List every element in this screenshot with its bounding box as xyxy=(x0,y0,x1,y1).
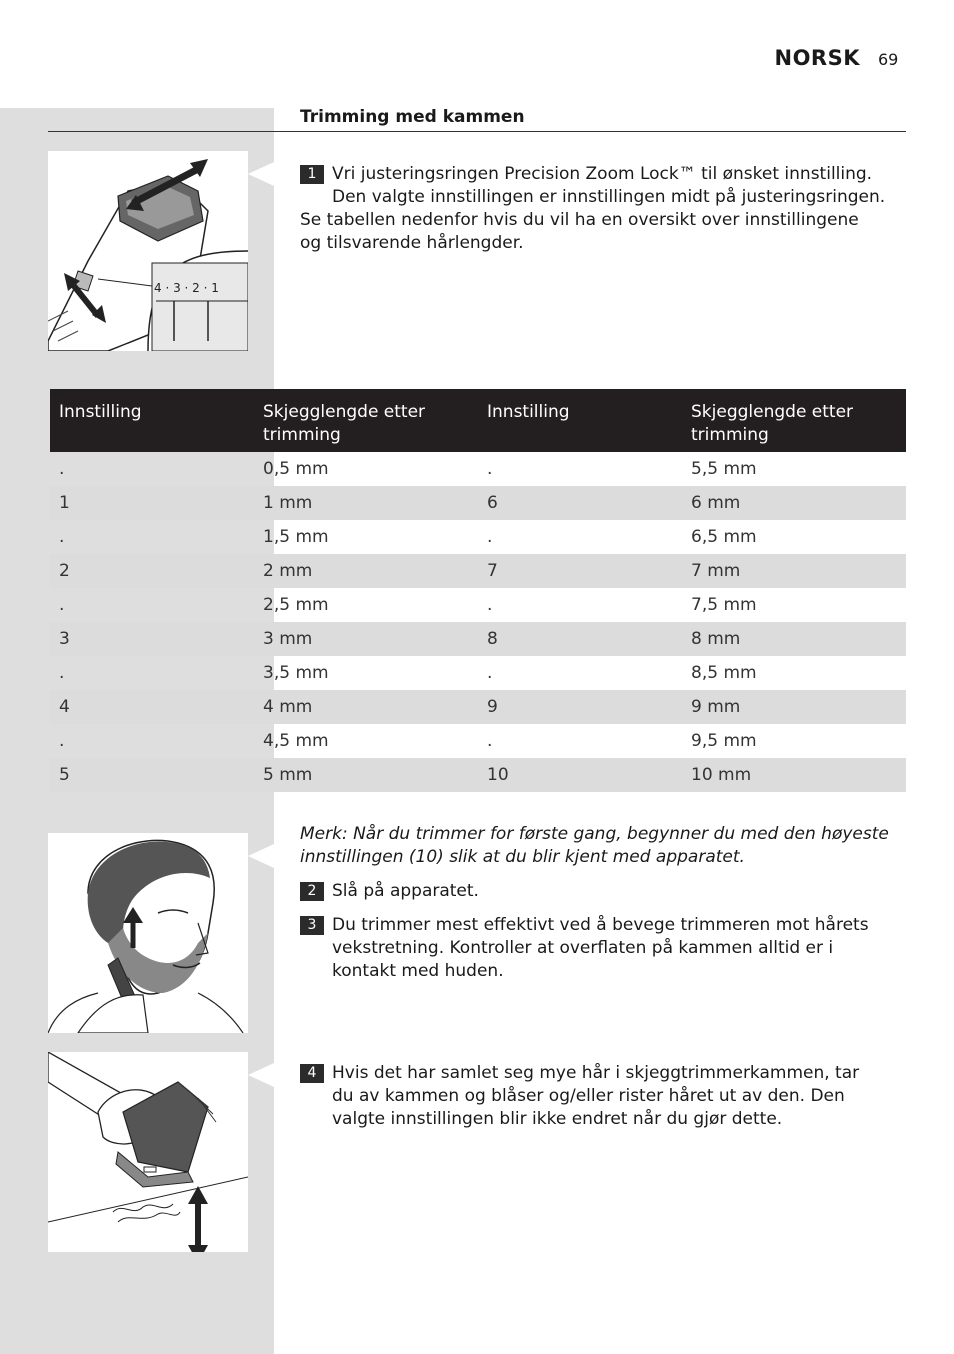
table-cell: 7 xyxy=(478,554,682,588)
table-cell: . xyxy=(59,731,65,751)
table-cell: 2 mm xyxy=(254,554,478,588)
step-text: Hvis det har samlet seg mye hår i skjeggtrimmerkammen, tar du av kammen og blåser og/eller rister håret ut av den. Den valgte innstillingen blir ikke endret når du gjør dette. xyxy=(332,1063,860,1129)
table-cell: . xyxy=(59,595,65,615)
step-number: 2 xyxy=(300,882,324,901)
step-1 xyxy=(300,163,906,209)
table-cell: . xyxy=(487,663,493,683)
table-header-row xyxy=(50,389,906,452)
table-cell: 1 mm xyxy=(254,486,478,520)
table-cell: . xyxy=(59,459,65,479)
man-trimming-beard-illustration xyxy=(48,833,248,1033)
divider xyxy=(48,131,906,132)
dial-labels: 4 · 3 · 2 · 1 xyxy=(154,281,219,295)
section-title: Trimming med kammen xyxy=(300,107,525,127)
step-number: 4 xyxy=(300,1064,324,1083)
table-cell: 9 xyxy=(478,690,682,724)
table-cell: . xyxy=(487,731,493,751)
table-row xyxy=(50,452,906,486)
table-cell: . xyxy=(487,527,493,547)
figure-pointer xyxy=(248,162,274,186)
table-cell: 8 mm xyxy=(682,622,906,656)
step-1-followup: Se tabellen nedenfor hvis du vil ha en oversikt over innstillingene og tilsvarende hårlengder. xyxy=(300,210,859,253)
table-cell: 3 mm xyxy=(254,622,478,656)
table-cell: 3 xyxy=(50,622,254,656)
table-row xyxy=(50,758,906,792)
step-number: 3 xyxy=(300,916,324,935)
page-number: 69 xyxy=(878,50,899,69)
table-cell: 5 xyxy=(50,758,254,792)
table-cell: . xyxy=(487,459,493,479)
figure-pointer xyxy=(248,1063,274,1087)
column-header: Innstilling xyxy=(478,389,682,452)
table-row xyxy=(50,724,906,758)
step-text: Vri justeringsringen Precision Zoom Lock™ til ønsket innstilling. Den valgte innstillingen er innstillingen midt på justeringsringen. xyxy=(332,164,886,207)
table-cell: 10 xyxy=(478,758,682,792)
step-text: Slå på apparatet. xyxy=(332,881,479,901)
figure-pointer xyxy=(248,844,274,868)
table-cell: 4 mm xyxy=(254,690,478,724)
table-cell: . xyxy=(59,663,65,683)
column-header: Innstilling xyxy=(50,389,254,452)
table-row xyxy=(50,554,906,588)
trimmer-dial-illustration xyxy=(48,151,248,351)
table-cell: 3,5 mm xyxy=(263,663,329,683)
table-row xyxy=(50,588,906,622)
table-cell: 5,5 mm xyxy=(691,459,757,479)
table-cell: 10 mm xyxy=(682,758,906,792)
step-3 xyxy=(300,914,906,983)
column-header: Skjegglengde etter trimming xyxy=(682,389,906,452)
table-cell: 1,5 mm xyxy=(263,527,329,547)
note-text: Merk: Når du trimmer for første gang, begynner du med den høyeste innstillingen (10) slik at du blir kjent med apparatet. xyxy=(300,824,889,867)
step-2 xyxy=(300,880,906,903)
table-row xyxy=(50,690,906,724)
table-cell: 2,5 mm xyxy=(263,595,329,615)
table-cell: 4,5 mm xyxy=(263,731,329,751)
language-heading: NORSK xyxy=(774,46,860,70)
table-cell: 6 mm xyxy=(682,486,906,520)
table-cell: 8,5 mm xyxy=(691,663,757,683)
table-cell: 9 mm xyxy=(682,690,906,724)
table-cell: 6 xyxy=(478,486,682,520)
table-cell: 4 xyxy=(50,690,254,724)
table-cell: 8 xyxy=(478,622,682,656)
settings-table xyxy=(50,389,906,792)
step-text: Du trimmer mest effektivt ved å bevege trimmeren mot hårets vekstretning. Kontroller at overflaten på kammen alltid er i kontakt med huden. xyxy=(332,915,869,981)
table-cell: . xyxy=(59,527,65,547)
step-number: 1 xyxy=(300,165,324,184)
table-cell: 5 mm xyxy=(254,758,478,792)
table-cell: 2 xyxy=(50,554,254,588)
table-cell: 1 xyxy=(50,486,254,520)
step-4 xyxy=(300,1062,906,1131)
table-row xyxy=(50,486,906,520)
table-cell: . xyxy=(487,595,493,615)
table-row xyxy=(50,622,906,656)
table-cell: 9,5 mm xyxy=(691,731,757,751)
column-header: Skjegglengde etter trimming xyxy=(254,389,478,452)
table-cell: 7,5 mm xyxy=(691,595,757,615)
comb-cleaning-illustration xyxy=(48,1052,248,1252)
table-row xyxy=(50,520,906,554)
table-cell: 7 mm xyxy=(682,554,906,588)
table-cell: 0,5 mm xyxy=(263,459,329,479)
table-cell: 6,5 mm xyxy=(691,527,757,547)
table-row xyxy=(50,656,906,690)
